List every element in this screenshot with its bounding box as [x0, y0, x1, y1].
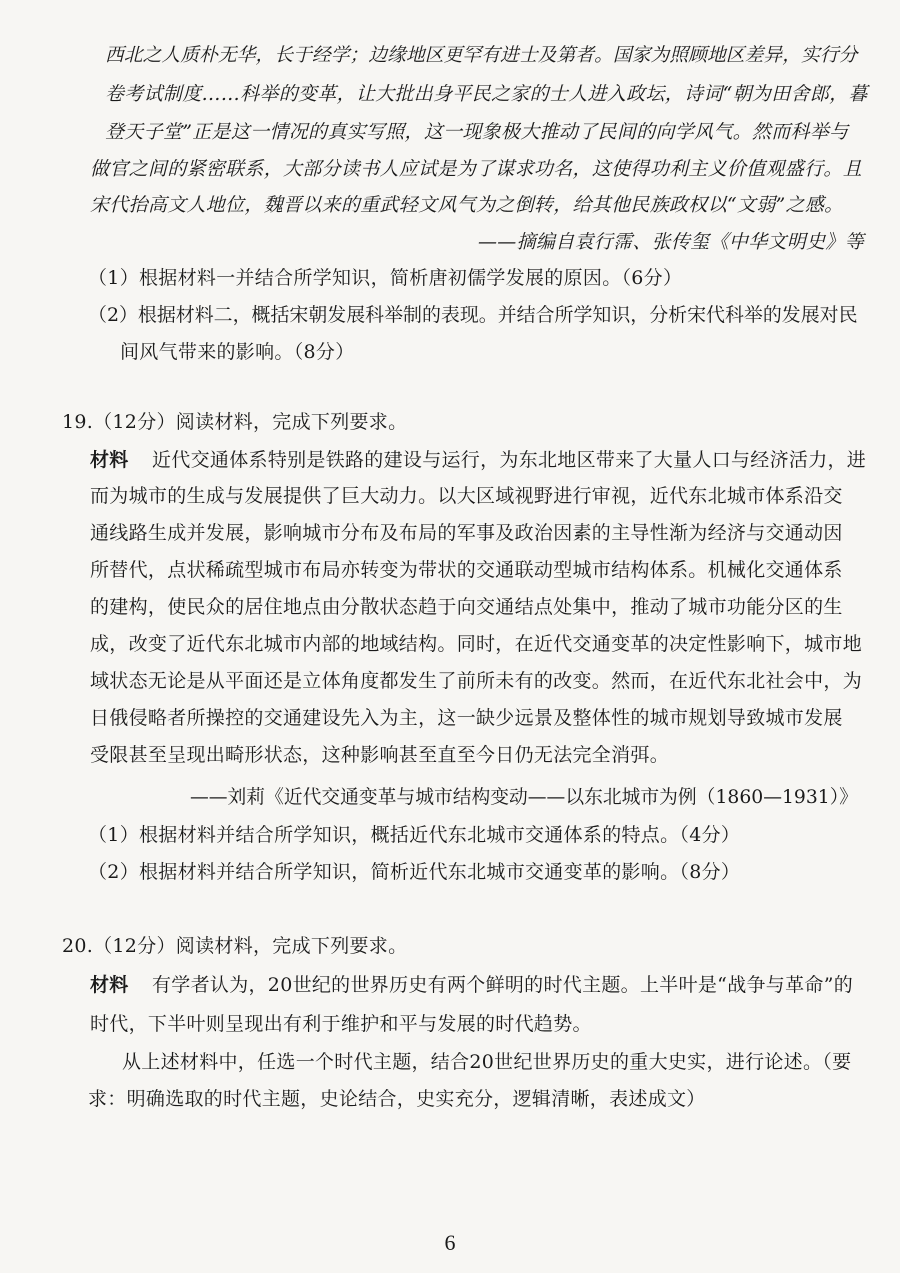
q18-material-line-4: 做官之间的紧密联系，大部分读书人应试是为了谋求功名，这使得功利主义价值观盛行。且 — [90, 158, 863, 180]
q18-subquestion-2-line-1: （2）根据材料二，概括宋朝发展科举制的表现。并结合所学知识，分析宋代科举的发展对民 — [88, 304, 858, 326]
q19-header: 19.（12分）阅读材料，完成下列要求。 — [62, 411, 408, 433]
q19-subquestion-1: （1）根据材料并结合所学知识，概括近代东北城市交通体系的特点。（4分） — [88, 824, 741, 846]
page-number: 6 — [444, 1230, 456, 1255]
q19-material-label: 材料 — [90, 449, 129, 471]
q19-material-line-7: 域状态无论是从平面还是立体角度都发生了前所未有的改变。然而，在近代东北社会中，为 — [90, 670, 863, 692]
q18-material-line-2: 卷考试制度……科举的变革，让大批出身平民之家的士人进入政坛，诗词“朝为田舍郎，暮 — [105, 83, 868, 105]
q19-material-line-3: 通线路生成并发展，影响城市分布及布局的军事及政治因素的主导性渐为经济与交通动因 — [90, 522, 843, 544]
q19-material-line-4: 所替代，点状稀疏型城市布局亦转变为带状的交通联动型城市结构体系。机械化交通体系 — [90, 559, 843, 581]
q19-material-line-5: 的建构，使民众的居住地点由分散状态趋于向交通结点处集中，推动了城市功能分区的生 — [90, 596, 843, 618]
q18-source: ——摘编自袁行霈、张传玺《中华文明史》等 — [478, 231, 865, 253]
q19-material-line-6: 成，改变了近代东北城市内部的地域结构。同时，在近代交通变革的决定性影响下，城市地 — [90, 633, 863, 655]
q19-subquestion-2: （2）根据材料并结合所学知识，简析近代东北城市交通变革的影响。（8分） — [88, 861, 741, 883]
q20-material-line-1: 有学者认为，20世纪的世界历史有两个鲜明的时代主题。上半叶是“战争与革命”的 — [152, 974, 854, 996]
q18-subquestion-1: （1）根据材料一并结合所学知识，简析唐初儒学发展的原因。（6分） — [88, 267, 683, 289]
q20-header: 20.（12分）阅读材料，完成下列要求。 — [62, 935, 408, 957]
q18-material-line-5: 宋代抬高文人地位，魏晋以来的重武轻文风气为之倒转，给其他民族政权以“文弱”之感。 — [90, 194, 844, 216]
q19-material-line-8: 日俄侵略者所操控的交通建设先入为主，这一缺少远景及整体性的城市规划导致城市发展 — [90, 707, 843, 729]
q19-material-line-2: 而为城市的生成与发展提供了巨大动力。以大区域视野进行审视，近代东北城市体系沿交 — [90, 485, 843, 507]
q19-material-line-1: 近代交通体系特别是铁路的建设与运行，为东北地区带来了大量人口与经济活力，进 — [152, 449, 867, 471]
q20-task-line-1: 从上述材料中，任选一个时代主题，结合20世纪世界历史的重大史实，进行论述。（要 — [122, 1051, 852, 1073]
q19-source: ——刘莉《近代交通变革与城市结构变动——以东北城市为例（1860—1931）》 — [190, 787, 858, 808]
q20-material-label: 材料 — [90, 974, 129, 996]
q19-material-line-9: 受限甚至呈现出畸形状态，这种影响甚至直至今日仍无法完全消弭。 — [90, 744, 670, 766]
q18-subquestion-2-line-2: 间风气带来的影响。（8分） — [120, 341, 355, 363]
q18-material-line-1: 西北之人质朴无华，长于经学；边缘地区更罕有进士及第者。国家为照顾地区差异，实行分 — [105, 45, 858, 66]
q20-task-line-2: 求：明确选取的时代主题，史论结合，史实充分，逻辑清晰，表述成文） — [88, 1088, 706, 1110]
q18-material-line-3: 登天子堂”正是这一情况的真实写照，这一现象极大推动了民间的向学风气。然而科举与 — [105, 121, 849, 143]
q20-material-line-2: 时代，下半叶则呈现出有利于维护和平与发展的时代趋势。 — [90, 1013, 592, 1035]
